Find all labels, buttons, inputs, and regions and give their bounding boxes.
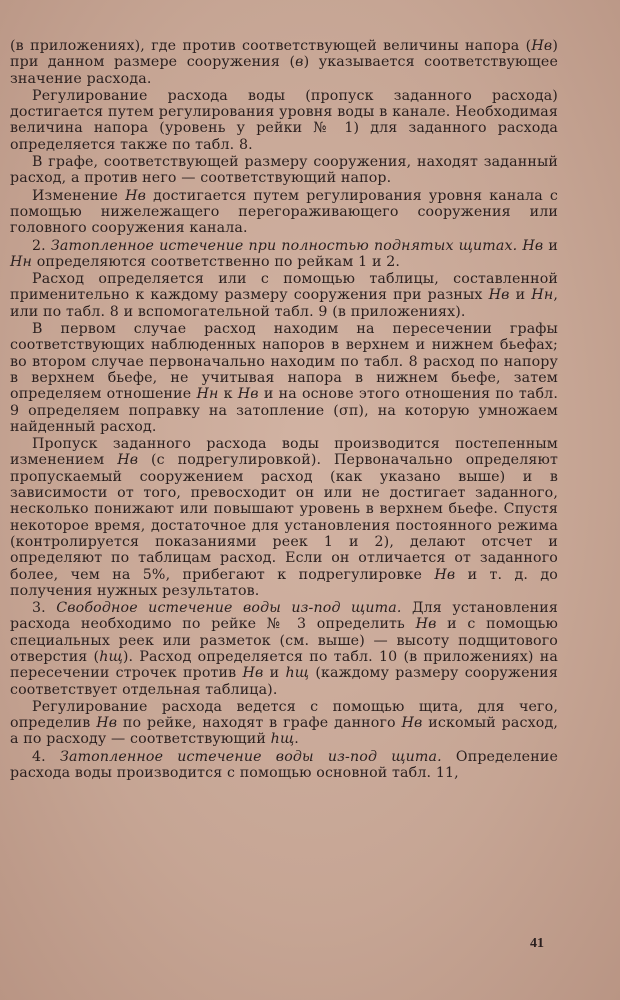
text-run: В первом случае расход находим на пересечении графы соответствующих наблюденных напоров в верхнем и нижнем бьефах; во втором случае первоначально находим по табл. 8 расход по напору в верхнем бьефе, не учитывая напора в нижнем бьефе, затем определяем отношение [10, 321, 558, 403]
paragraph [10, 238, 558, 271]
paragraph [10, 271, 558, 320]
italic-run: Нв [488, 287, 510, 304]
text-run: и [263, 665, 286, 682]
italic-run: Нв [522, 237, 544, 254]
body-text [10, 38, 558, 781]
text-run: . [294, 731, 299, 748]
italic-run: Нв [96, 715, 118, 732]
paragraph [10, 600, 558, 698]
text-run: определяются соответственно по рейкам 1 и 2. [32, 253, 401, 270]
paragraph [10, 749, 558, 782]
italic-run: hщ [99, 648, 123, 665]
text-run: (с подрегулировкой). Первоначально определяют пропускаемый сооружением расход (как указано выше) и в зависимости от того, превосходит он или не достигает заданного, несколько понижают или повышают уровень в верхнем бьефе. Спустя некоторое время, достаточное для установления постоянного режима (контролируется показаниями реек 1 и 2), делают отсчет и определяют по таблицам расход. Если он отличается от заданного более, чем на 5%, прибегают к подрегулировке [10, 452, 558, 583]
italic-run: Нв [242, 665, 264, 682]
text-run: искомый расход, а по расходу — соответствующий [10, 715, 558, 748]
italic-run: Нв [415, 616, 437, 633]
text-run: ) указывается соответствующее значение расхода. [10, 54, 558, 87]
text-run: и на основе этого отношения по табл. 9 определяем поправку на затопление (σп), на которую умножаем найденный расход. [10, 386, 558, 435]
italic-run: Затопленное истечение воды из-под щита. [59, 748, 442, 765]
italic-run: Нв [117, 452, 139, 469]
paragraph [10, 188, 558, 237]
text-run: по рейке, находят в графе данного [117, 715, 402, 732]
italic-run: Нн [10, 253, 33, 270]
italic-run: hщ [285, 665, 310, 682]
text-run: Расход определяется или с помощью таблицы, составленной применительно к каждому размеру сооружения при разных [10, 271, 558, 304]
text-run: Для установления расхода необходимо по рейке № 3 определить [10, 600, 558, 633]
text-run: , или по табл. 8 и вспомогательной табл. 9 (в приложениях). [10, 287, 558, 320]
italic-run: hщ [270, 731, 295, 748]
text-run: к [218, 386, 238, 403]
italic-run: Нв [401, 715, 423, 732]
paragraph [10, 699, 558, 748]
paragraph [10, 321, 558, 435]
text-run: (в приложениях), где против соответствующей величины напора ( [10, 38, 532, 54]
text-run: Регулирование расхода воды (пропуск заданного расхода) достигается путем регулирования уровня воды в канале. Необходимая величина напора (уровень у рейки № 1) для заданного расхода определяется также по табл. 8. [10, 87, 558, 153]
italic-run: Нв [125, 187, 147, 204]
italic-run: Нн [196, 386, 219, 403]
italic-run: в [295, 54, 304, 71]
italic-run: Нн [531, 287, 554, 304]
text-run: В графе, соответствующей размеру сооружения, находят заданный расход, а против него — соответствующий напор. [10, 154, 558, 187]
text-run: и [543, 237, 558, 254]
text-run: и [509, 287, 532, 304]
italic-run: Н [531, 38, 544, 54]
text-run: 4. [32, 748, 60, 765]
paragraph [10, 154, 558, 187]
text-run: достигается путем регулирования уровня канала с помощью нижележащего перегораживающего сооружения или головного сооружения канала. [10, 187, 558, 237]
italic-run: Нв [237, 386, 259, 403]
text-run: и т. д. до получения нужных результатов. [10, 566, 558, 599]
italic-run: Свободное истечение воды из-под щита. [56, 600, 402, 617]
text-run: ) при данном размере сооружения ( [10, 38, 558, 71]
text-run: 3. [32, 600, 57, 617]
text-run: ). Расход определяется по табл. 10 (в приложениях) на пересечении строчек против [10, 648, 558, 682]
paragraph [10, 436, 558, 599]
text-run: (каждому размеру сооружения соответствует отдельная таблица). [10, 665, 558, 698]
italic-run: Нв [434, 566, 456, 583]
text-run: Определение расхода воды производится с помощью основной табл. 11, [10, 748, 558, 782]
page-number: 41 [530, 936, 544, 951]
italic-run: в [543, 38, 553, 54]
italic-run: Затопленное истечение при полностью поднятых щитах. [50, 237, 518, 254]
text-run: и с помощью специальных реек или разметок (см. выше) — высоту подщитового отверстия ( [10, 616, 558, 665]
text-run: Регулирование расхода ведется с помощью щита, для чего, определив [10, 698, 558, 732]
paragraph [10, 88, 558, 153]
text-run: 2. [32, 237, 51, 254]
paragraph [10, 38, 558, 87]
text-run: Изменение [32, 187, 126, 204]
text-run: Пропуск заданного расхода воды производится постепенным изменением [10, 436, 558, 469]
